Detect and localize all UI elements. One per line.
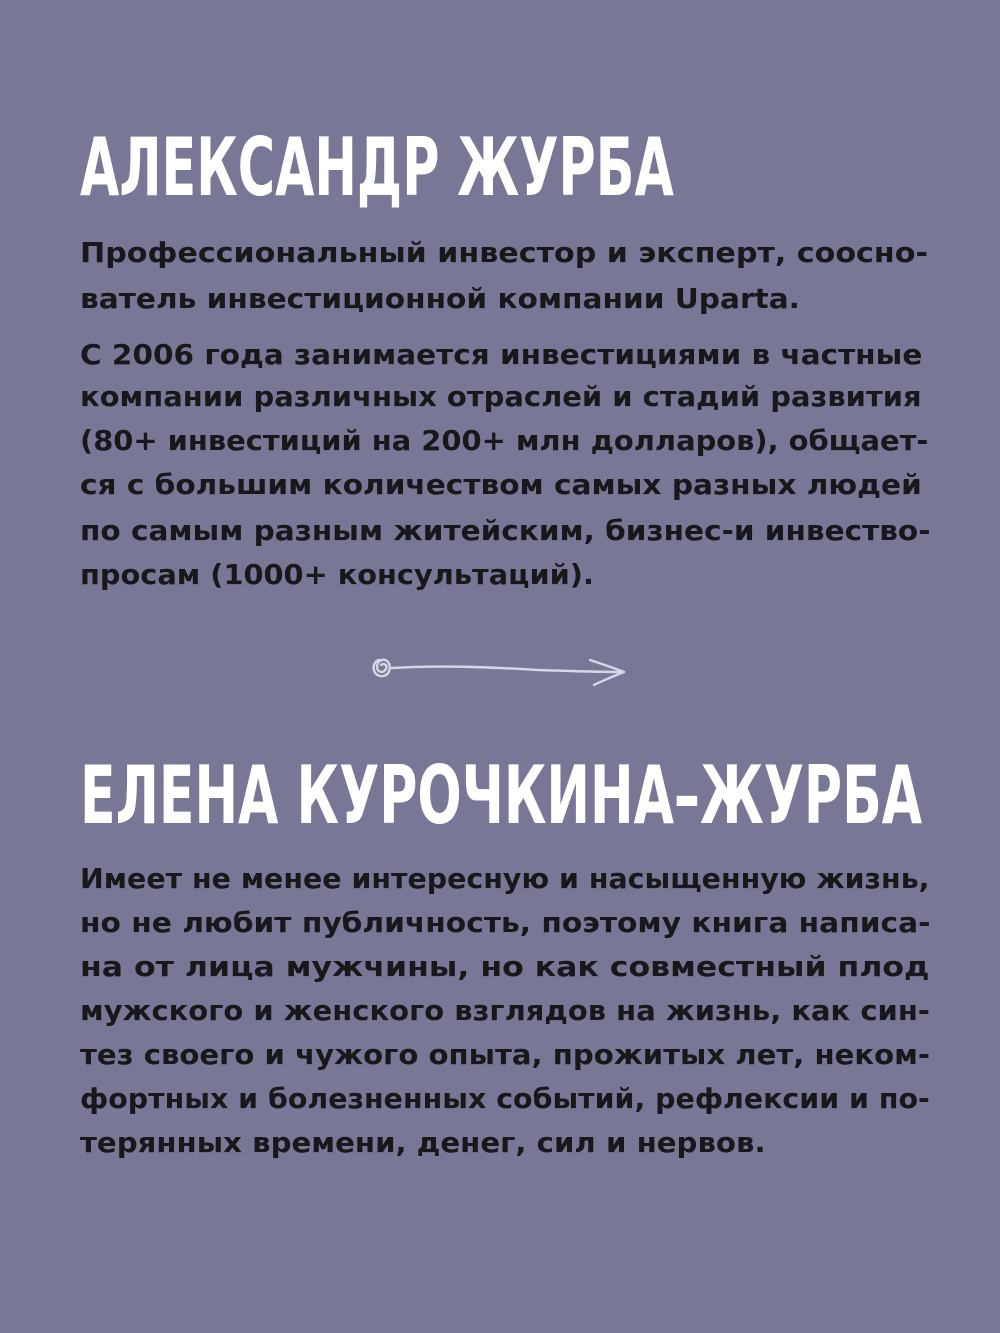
bio-line: мужского и женского взглядов на жизнь, как син-	[80, 994, 930, 1027]
bio-line: но не любит публичность, поэтому книга написа-	[80, 906, 931, 939]
bio-line: терянных времени, денег, сил и нервов.	[80, 1126, 766, 1159]
bio-line: Профессиональный инвестор и эксперт, соосно-	[80, 236, 928, 269]
bio-line: по самым разным житейским, бизнес-и инвество-	[80, 514, 931, 547]
bio-line: С 2006 года занимается инвестициями в частные	[80, 338, 923, 371]
bio-line: на от лица мужчины, но как совместный плод	[80, 950, 930, 983]
bio-line: ватель инвестиционной компании Uparta.	[80, 282, 800, 315]
bio-line: компании различных отраслей и стадий развития	[80, 380, 922, 413]
arrow-right-icon	[368, 652, 632, 686]
author-name-heading: АЛЕКСАНДР ЖУРБА	[80, 121, 674, 215]
bio-line: просам (1000+ консультаций).	[80, 558, 594, 591]
bio-line: ся с большим количеством самых разных людей	[80, 468, 922, 501]
bio-line: тез своего и чужого опыта, прожитых лет, неком-	[80, 1038, 931, 1071]
coauthor-name-heading: ЕЛЕНА КУРОЧКИНА–ЖУРБА	[80, 749, 923, 843]
bio-line: фортных и болезненных событий, рефлексии и по-	[80, 1082, 930, 1115]
bio-line: (80+ инвестиций на 200+ млн долларов), общает-	[80, 424, 929, 457]
bio-line: Имеет не менее интересную и насыщенную жизнь,	[80, 862, 930, 895]
